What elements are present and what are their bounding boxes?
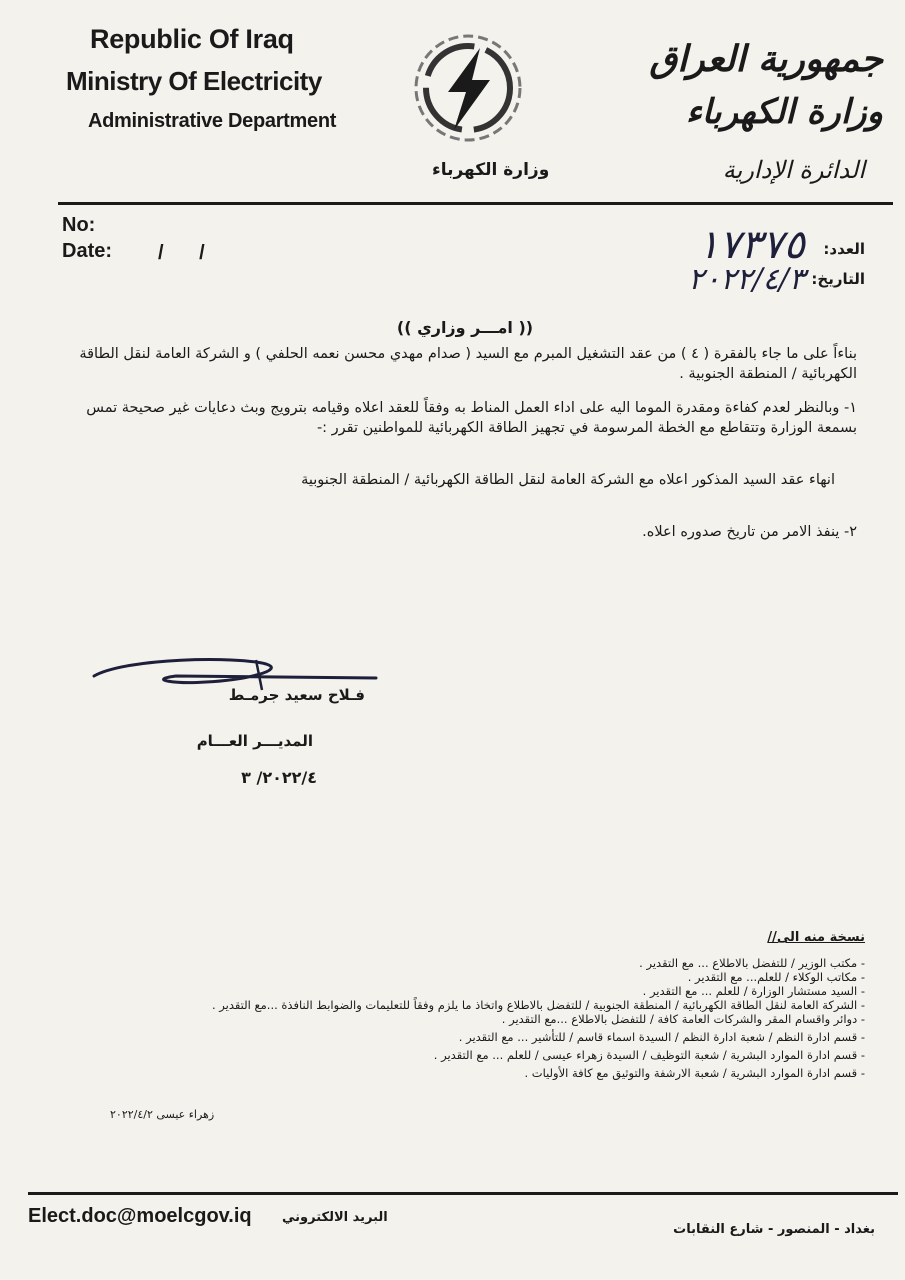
header-ar-title: جمهورية العراق (649, 38, 883, 80)
header-ar-ministry: وزارة الكهرباء (685, 92, 883, 132)
copy-item: - قسم ادارة النظم / شعبة ادارة النظم / السيدة اسماء قاسم / للتأشير ... مع التقدير . (458, 1030, 865, 1044)
header-en-ministry: Ministry Of Electricity (66, 66, 322, 96)
footer-address: بغداد - المنصور - شارع النقابات (673, 1222, 875, 1237)
ministry-logo (410, 30, 526, 146)
document-date: ٢٠٢٢/٤/٣ (688, 262, 805, 297)
document-number: ١٧٣٧٥ (697, 222, 805, 268)
decision-paragraph: انهاء عقد السيد المذكور اعلاه مع الشركة العامة لنقل الطاقة الكهربائية / المنطقة الجنوبية (301, 472, 835, 488)
header-ar-department: الدائرة الإدارية (722, 156, 865, 184)
number-label-ar: العدد: (823, 240, 865, 258)
footer-email-label: البريد الالكتروني (282, 1210, 388, 1225)
copy-item: - مكاتب الوكلاء / للعلم... مع التقدير . (687, 970, 865, 984)
date-label-ar: التاريخ: (811, 270, 865, 288)
signature-date: ٢٠٢٢/٤/ ٣ (241, 768, 317, 787)
date-blank-en: / / (158, 242, 205, 264)
footer-email: Elect.doc@moelcgov.iq (28, 1205, 252, 1227)
header-en-department: Administrative Department (88, 110, 337, 132)
header-divider (58, 202, 893, 205)
number-label-en: No: (62, 214, 96, 236)
copies-title: نسخة منه الى// (767, 930, 865, 945)
copy-item: - قسم ادارة الموارد البشرية / شعبة الارشفة والتوثيق مع كافة الأوليات . (524, 1066, 865, 1080)
copy-item: - الشركة العامة لنقل الطاقة الكهربائية / المنطقة الجنوبية / للتفضل بالاطلاع واتخاذ ما يلزم وفقاً للتعليمات والضوابط النافذة ...مع التقدير . (211, 998, 865, 1012)
copy-item: - السيد مستشار الوزارة / للعلم ... مع التقدير . (642, 984, 865, 998)
intro-paragraph: بناءاً على ما جاء بالفقرة ( ٤ ) من عقد التشغيل المبرم مع السيد ( صدام مهدي محسن نعمه الحلفي ) و الشركة العامة لنقل الطاقة الكهربائية / المنطقة الجنوبية . (79, 346, 857, 382)
copy-item: - مكتب الوزير / للتفضل بالاطلاع ... مع التقدير . (639, 956, 865, 970)
item-1-paragraph: ١- وبالنظر لعدم كفاءة ومقدرة الموما اليه على اداء العمل المناط به وفقاً للعقد اعلاه وقيامه بترويج وبث دعايات غير صحيحة تمس بسمعة الوزارة وتتقاطع مع الخطة المرسومة في تجهيز الطاقة الكهربائية للمواطنين تقرر :- (86, 400, 857, 436)
signatory-role: المديـــر العـــام (196, 732, 313, 750)
item-2-paragraph: ٢- ينفذ الامر من تاريخ صدوره اعلاه. (642, 524, 857, 540)
order-title: (( امـــر وزاري )) (396, 318, 534, 337)
footer-divider (28, 1192, 898, 1195)
copy-item: - دوائر واقسام المقر والشركات العامة كافة / للتفضل بالاطلاع ...مع التقدير . (501, 1012, 865, 1026)
signatory-name: فـلاح سعيد جرمـط (228, 686, 365, 704)
logo-caption: وزارة الكهرباء (432, 160, 550, 180)
header-en-title: Republic Of Iraq (90, 24, 294, 54)
copy-item: - قسم ادارة الموارد البشرية / شعبة التوظيف / السيدة زهراء عيسى / للعلم ... مع التقدير . (433, 1048, 865, 1062)
date-label-en: Date: (62, 240, 113, 262)
lightning-bolt-icon (410, 30, 526, 146)
typist-initials: زهراء عيسى ٢٠٢٢/٤/٢ (110, 1108, 215, 1121)
